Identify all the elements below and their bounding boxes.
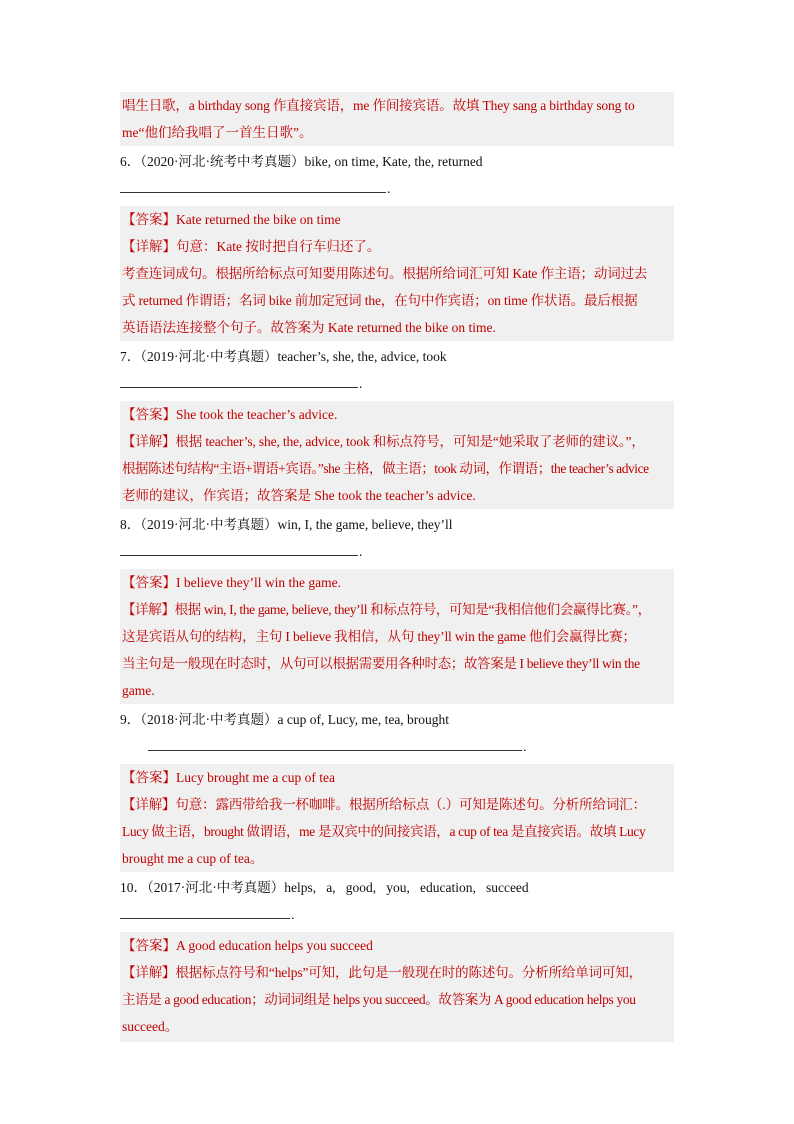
question-9	[120, 706, 674, 872]
answer-box-previous	[120, 92, 674, 146]
detail-line: game.	[122, 683, 155, 698]
detail-line: 当主句是一般现在时态时，从句可以根据需要用各种时态；故答案是 I believe they’ll win the	[122, 656, 640, 671]
question-prompt: 8．（2019·河北·中考真题）win, I, the game, believe, they’ll	[120, 517, 453, 532]
detail-line: 唱生日歌，a birthday song 作直接宾语，me 作间接宾语。故填 They sang a birthday song to	[122, 98, 635, 113]
answer-box	[120, 764, 674, 872]
question-10	[120, 874, 674, 1042]
question-6	[120, 148, 674, 341]
question-8	[120, 511, 674, 704]
answer-blank-line: .	[120, 901, 674, 928]
document-page	[120, 92, 674, 1044]
detail-line: 考查连词成句。根据所给标点可知要用陈述句。根据所给词汇可知 Kate 作主语；动词过去	[122, 266, 648, 281]
detail-line: 老师的建议，作宾语；故答案是 She took the teacher’s advice.	[122, 488, 476, 503]
answer-blank[interactable]	[120, 904, 290, 919]
answer-box	[120, 569, 674, 704]
answer-box	[120, 206, 674, 341]
detail-line: Lucy 做主语，brought 做谓语，me 是双宾中的间接宾语，a cup of tea 是直接宾语。故填 Lucy	[122, 824, 646, 839]
detail-line: 这是宾语从句的结构，主句 I believe 我相信，从句 they’ll win the game 他们会赢得比赛；	[122, 629, 636, 644]
answer-box	[120, 401, 674, 509]
answer-blank-line: .	[120, 370, 674, 397]
answer-blank-line: .	[120, 538, 674, 565]
detail-line: 根据陈述句结构“主语+谓语+宾语。”she 主格，做主语；took 动词，作谓语；the teacher’s advice	[122, 461, 649, 476]
detail-line: 【详解】句意：Kate 按时把自行车归还了。	[122, 239, 381, 254]
detail-line: 式 returned 作谓语；名词 bike 前加定冠词 the，在句中作宾语；on time 作状语。最后根据	[122, 293, 638, 308]
answer-blank[interactable]	[120, 541, 358, 556]
answer-line: 【答案】A good education helps you succeed	[122, 938, 373, 953]
detail-line: 【详解】句意：露西带给我一杯咖啡。根据所给标点（.）可知是陈述句。分析所给词汇：	[122, 797, 646, 812]
question-prompt: 6．（2020·河北·统考中考真题）bike, on time, Kate, the, returned	[120, 154, 483, 169]
detail-line: 【详解】根据标点符号和“helps”可知，此句是一般现在时的陈述句。分析所给单词可知，	[122, 965, 643, 980]
answer-line: 【答案】I believe they’ll win the game.	[122, 575, 341, 590]
detail-line: 【详解】根据 teacher’s, she, the, advice, took 和标点符号，可知是“她采取了老师的建议。”，	[122, 434, 645, 449]
detail-line: 【详解】根据 win, I, the game, believe, they’ll 和标点符号，可知是“我相信他们会赢得比赛。”，	[122, 602, 651, 617]
answer-blank[interactable]	[120, 373, 358, 388]
answer-blank-line: .	[120, 733, 674, 760]
detail-line: 主语是 a good education；动词词组是 helps you succeed。故答案为 A good education helps you	[122, 992, 636, 1007]
answer-blank[interactable]	[148, 736, 522, 751]
detail-line: succeed。	[122, 1019, 179, 1034]
answer-box	[120, 932, 674, 1042]
question-prompt: 9．（2018·河北·中考真题）a cup of, Lucy, me, tea, brought	[120, 712, 450, 727]
answer-line: 【答案】She took the teacher’s advice.	[122, 407, 338, 422]
answer-blank[interactable]	[120, 178, 386, 193]
question-prompt: 10．（2017·河北·中考真题）helps, a, good, you, education, succeed	[120, 880, 529, 895]
answer-blank-line: .	[120, 175, 674, 202]
detail-line: 英语语法连接整个句子。故答案为 Kate returned the bike on time.	[122, 320, 496, 335]
answer-line: 【答案】Kate returned the bike on time	[122, 212, 341, 227]
answer-line: 【答案】Lucy brought me a cup of tea	[122, 770, 335, 785]
detail-line: me“他们给我唱了一首生日歌”。	[122, 125, 313, 140]
question-prompt: 7．（2019·河北·中考真题）teacher’s, she, the, advice, took	[120, 349, 447, 364]
detail-line: brought me a cup of tea。	[122, 851, 264, 866]
question-7	[120, 343, 674, 509]
